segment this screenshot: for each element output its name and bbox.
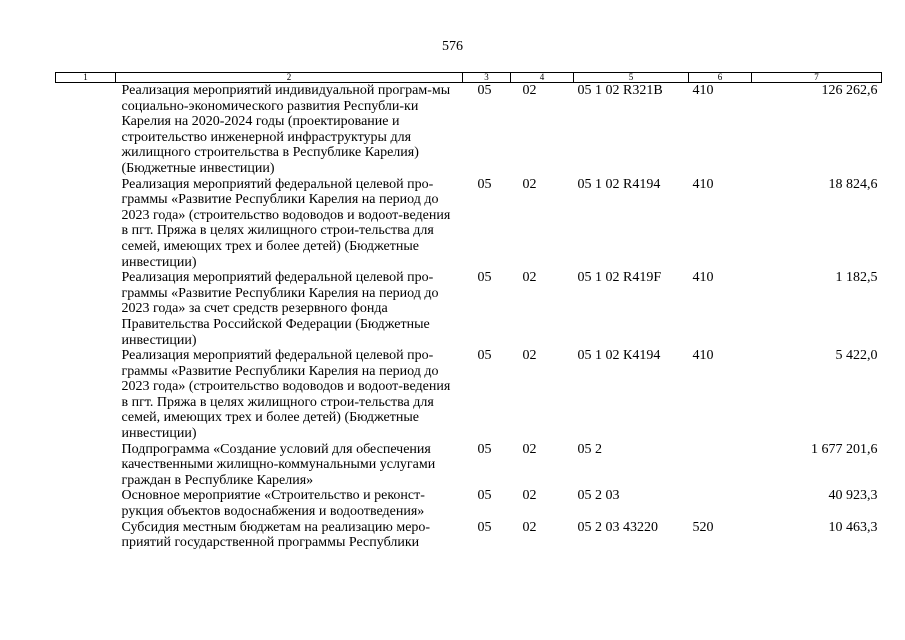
empty-cell — [56, 83, 116, 177]
column-number-5: 5 — [574, 73, 689, 83]
row-section: 05 — [477, 83, 492, 98]
column-number-2: 2 — [116, 73, 463, 83]
column-number-6: 6 — [689, 73, 752, 83]
row-subsection: 02 — [522, 270, 537, 286]
row-target-article: 05 2 03 43220 — [577, 519, 658, 535]
row-expense-type: 520 — [692, 519, 714, 535]
header-row — [56, 73, 882, 83]
row-description: Подпрограмма «Создание условий для обеспечения качественными жилищно-коммунальными услугами граждан в Республике Карелия» — [121, 441, 436, 488]
row-target-article: 05 2 — [577, 441, 602, 457]
row-target-article: 05 1 02 R4194 — [577, 176, 661, 192]
row-expense-type — [689, 442, 752, 489]
row-target-article: 05 1 02 К4194 — [577, 348, 661, 364]
row-description: Реализация мероприятий индивидуальной програм-мы социально-экономического развития Республи-ки Карелия на 2020-2024 годы (проектирование и строительство инженерной инфраструктуры для жилищного строительства в Республике Карелия) (Бюджетные инвестиции) — [121, 83, 451, 176]
table-row — [56, 177, 882, 271]
table-row — [56, 83, 882, 177]
table-body — [56, 83, 882, 551]
table-row — [56, 348, 882, 442]
row-description: Субсидия местным бюджетам на реализацию меро-приятий государственной программы Республики — [121, 519, 431, 551]
row-expense-type: 410 — [692, 176, 714, 192]
empty-cell — [56, 520, 116, 551]
table-row — [56, 520, 882, 551]
table-row — [56, 270, 882, 348]
row-subsection: 02 — [522, 488, 537, 504]
row-section: 05 — [477, 270, 492, 286]
column-number-3: 3 — [463, 73, 511, 83]
row-subsection: 02 — [522, 441, 537, 457]
row-description: Реализация мероприятий федеральной целевой про-граммы «Развитие Республики Карелия на период до 2023 года» (строительство водоводов и водоот-ведения в пгт. Пряжа в целях жилищного строи-тельства для семей, имеющих трех и более детей) (Бюджетные инвестиции) — [121, 176, 451, 270]
row-subsection: 02 — [522, 176, 537, 192]
row-expense-type: 410 — [692, 83, 714, 98]
row-subsection: 02 — [522, 519, 537, 535]
row-section: 05 — [477, 488, 492, 504]
table-row — [56, 442, 882, 489]
row-section: 05 — [477, 519, 492, 535]
column-number-1: 1 — [56, 73, 116, 83]
row-target-article: 05 1 02 R419F — [577, 270, 662, 286]
empty-cell — [56, 442, 116, 489]
row-amount: 1 677 201,6 — [811, 441, 878, 457]
row-description: Реализация мероприятий федеральной целевой про-граммы «Развитие Республики Карелия на период до 2023 года» (строительство водоводов и водоот-ведения в пгт. Пряжа в целях жилищного строи-тельства для семей, имеющих трех и более детей) (Бюджетные инвестиции) — [121, 348, 451, 442]
table-header — [56, 73, 882, 83]
row-section: 05 — [477, 348, 492, 364]
row-amount: 18 824,6 — [828, 176, 878, 192]
row-description: Реализация мероприятий федеральной целевой про-граммы «Развитие Республики Карелия на период до 2023 года» за счет средств резервного фонда Правительства Российской Федерации (Бюджетные инвестиции) — [121, 270, 439, 348]
column-number-7: 7 — [752, 73, 882, 83]
page-number: 576 — [442, 39, 463, 54]
empty-cell — [56, 348, 116, 442]
row-section: 05 — [477, 176, 492, 192]
row-amount: 5 422,0 — [835, 348, 878, 364]
row-amount: 126 262,6 — [821, 83, 878, 98]
row-description: Основное мероприятие «Строительство и реконст-рукция объектов водоснабжения и водоотведения» — [121, 488, 425, 520]
empty-cell — [56, 488, 116, 519]
row-expense-type — [689, 488, 752, 519]
row-expense-type: 410 — [692, 270, 714, 286]
row-amount: 40 923,3 — [828, 488, 878, 504]
row-subsection: 02 — [522, 348, 537, 364]
row-subsection: 02 — [522, 83, 537, 98]
row-amount: 10 463,3 — [828, 519, 878, 535]
row-amount: 1 182,5 — [835, 270, 878, 286]
column-number-4: 4 — [511, 73, 574, 83]
empty-cell — [56, 270, 116, 348]
empty-cell — [56, 177, 116, 271]
row-target-article: 05 2 03 — [577, 488, 620, 504]
table-row — [56, 488, 882, 519]
row-section: 05 — [477, 441, 492, 457]
row-expense-type: 410 — [692, 348, 714, 364]
budget-table — [55, 72, 882, 551]
row-target-article: 05 1 02 R321В — [577, 83, 663, 98]
